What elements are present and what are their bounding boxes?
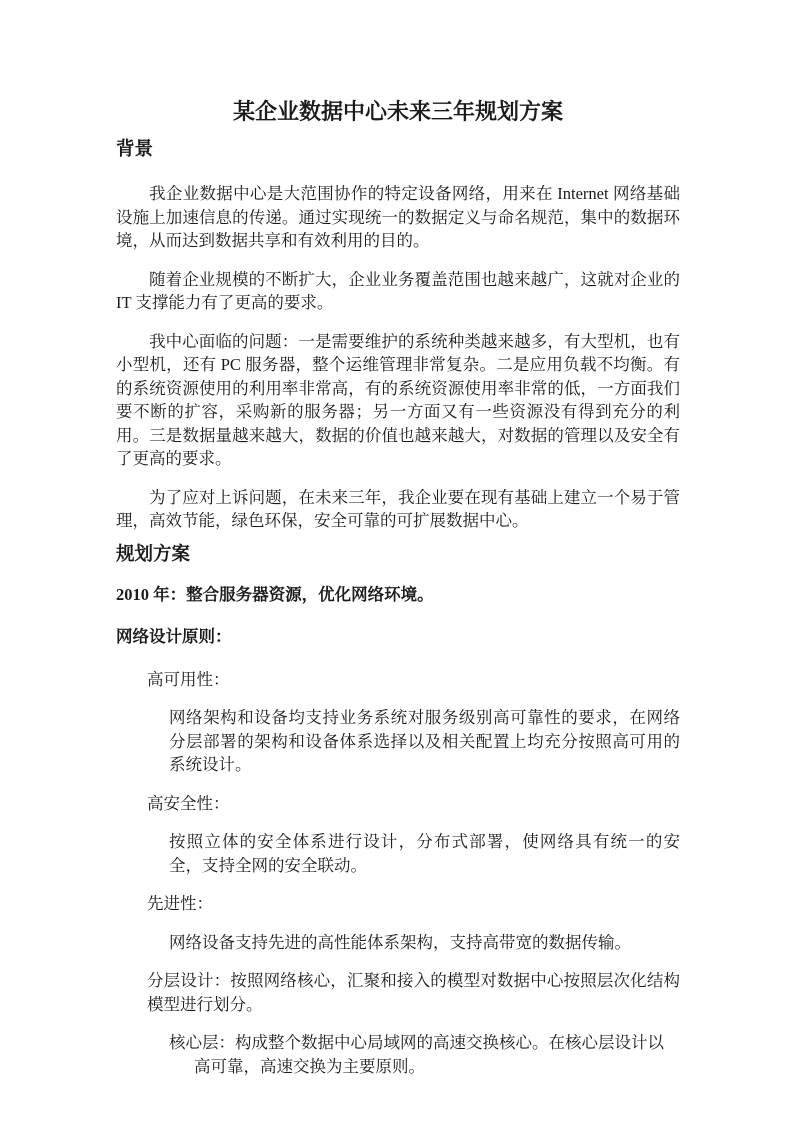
section-heading-plan: 规划方案	[116, 544, 191, 565]
principle-detail-advancement: 网络设备支持先进的高性能体系架构，支持高带宽的数据传输。	[169, 932, 631, 952]
network-design-principles-heading: 网络设计原则：	[116, 627, 232, 646]
section-heading-background: 背景	[116, 140, 154, 160]
principle-label-advancement: 先进性：	[147, 894, 213, 913]
layered-design-line: 分层设计：按照网络核心，汇聚和接入的模型对数据中心按照层次化结构模型进行划分。	[147, 971, 680, 1014]
background-paragraph-1: 我企业数据中心是大范围协作的特定设备网络，用来在 Internet 网络基础设施上加速信息的传递。通过实现统一的数据定义与命名规范，集中的数据环境，从而达到数据共享和有效利用的目的。	[116, 184, 680, 250]
background-paragraph-4: 为了应对上诉问题，在未来三年，我企业要在现有基础上建立一个易于管理，高效节能，绿色环保，安全可靠的可扩展数据中心。	[116, 487, 680, 530]
background-paragraph-2: 随着企业规模的不断扩大，企业业务覆盖范围也越来越广，这就对企业的 IT 支撑能力有了更高的要求。	[116, 269, 680, 312]
principle-detail-high-availability: 网络架构和设备均支持业务系统对服务级别高可靠性的要求，在网络分层部署的架构和设备体系选择以及相关配置上均充分按照高可用的系统设计。	[169, 708, 680, 774]
principle-detail-high-security: 按照立体的安全体系进行设计，分布式部署，使网络具有统一的安全，支持全网的安全联动。	[169, 832, 680, 875]
document-title: 某企业数据中心未来三年规划方案	[232, 99, 563, 124]
principle-label-high-security: 高安全性：	[147, 793, 230, 813]
core-layer-line: 核心层：构成整个数据中心局域网的高速交换核心。在核心层设计以高可靠，高速交换为主要原则。	[169, 1033, 664, 1076]
principle-label-high-availability: 高可用性：	[147, 669, 230, 689]
background-paragraph-3: 我中心面临的问题：一是需要维护的系统种类越来越多，有大型机，也有小型机，还有 PC 服务器，整个运维管理非常复杂。二是应用负载不均衡。有的系统资源使用的利用率非常高，有的系统资源使用率非常的低，一方面我们要不断的扩容，采购新的服务器；另一方面又有一些资源没有得到充分的利用。三是数据量越来越大，数据的价值也越来越大，对数据的管理以及安全有了更高的要求。	[116, 331, 680, 468]
plan-year-2010-line: 2010 年：整合服务器资源，优化网络环境。	[116, 584, 434, 604]
